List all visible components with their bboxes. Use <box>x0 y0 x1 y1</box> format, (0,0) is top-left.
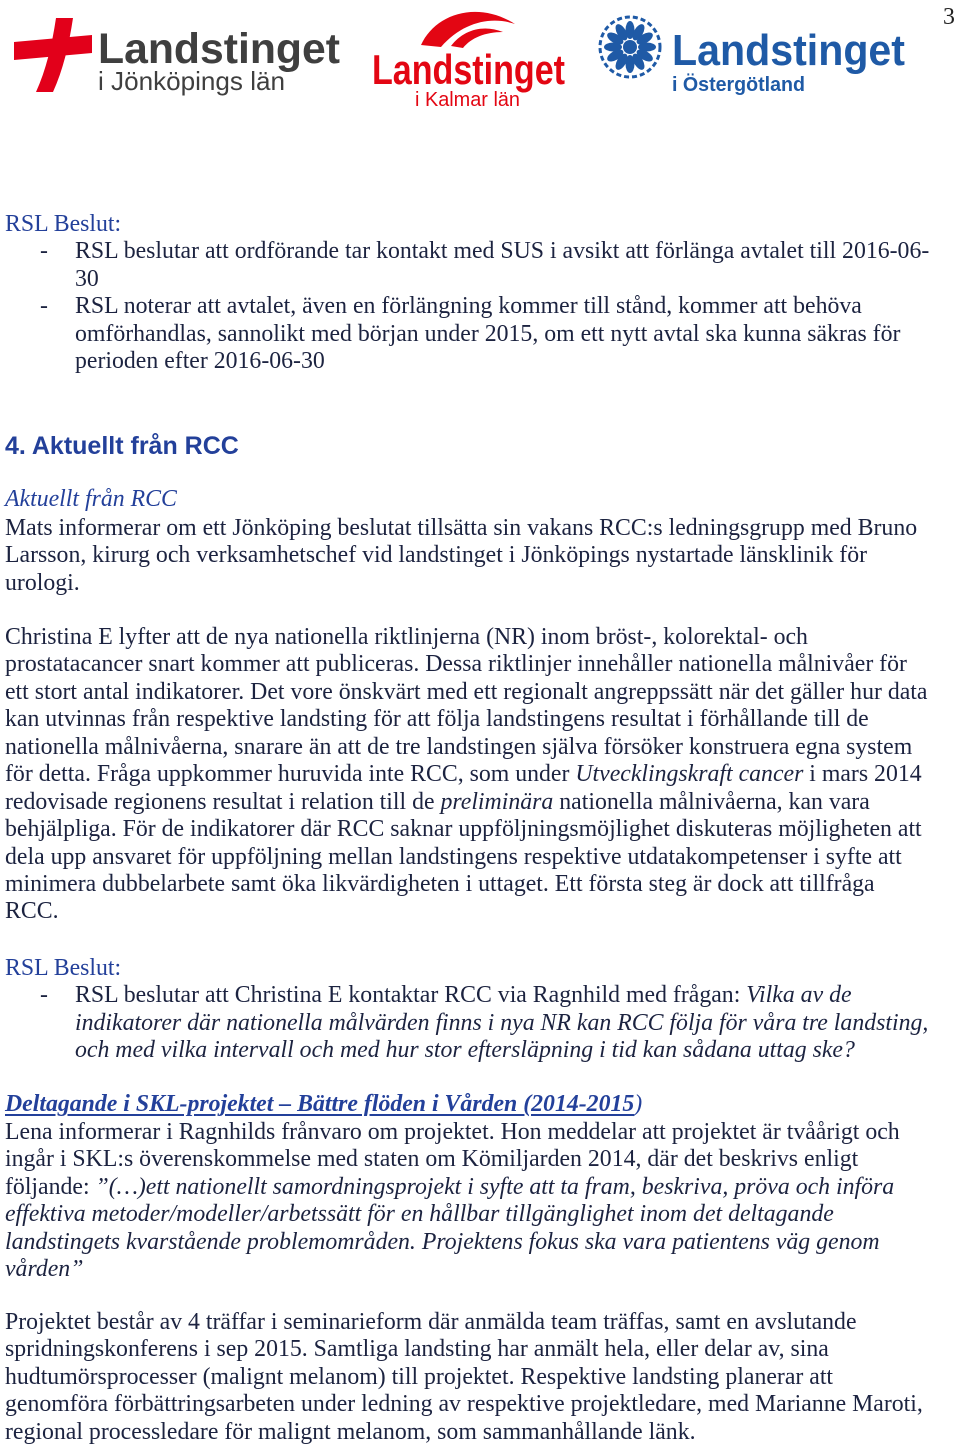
text-segment: följande: <box>5 1173 96 1200</box>
text-segment: nationella målnivåerna, kan vara <box>553 788 870 815</box>
decision-label: RSL Beslut: <box>5 955 122 981</box>
text-line: genomföra förbättringsarbeten under ledning av respektive projektledare, med Marianne Maroti, <box>5 1391 923 1418</box>
italic-text-segment: ”(…)ett nationellt samordningsprojekt i syfte att ta fram, beskriva, pröva och införa <box>95 1173 895 1200</box>
list-bullet: - <box>40 293 48 320</box>
paragraph <box>5 1309 923 1446</box>
page-number: 3 <box>943 4 955 30</box>
text-line: Lena informerar i Ragnhilds frånvaro om projektet. Hon meddelar att projektet är tvåårigt och <box>5 1119 900 1145</box>
logo-landstinget-ostergotland <box>590 0 920 110</box>
text-line: prostatacancer snart kommer att publiceras. Dessa riktlinjer innehåller nationella målnivåer för <box>5 651 907 678</box>
text-line: vården” <box>5 1256 84 1283</box>
italic-text-segment: Vilka av de <box>746 982 852 1009</box>
logo-title: Landstinget <box>98 25 340 73</box>
section-heading: 4. Aktuellt från RCC <box>5 432 239 460</box>
text-line: minimera dubbelarbete samt öka likvärdigheten i uttaget. Ett första steg är dock att tillfråga <box>5 870 875 897</box>
text-line: och med vilka intervall och med hur stor eftersläpning i tid kan sådana uttag ske? <box>75 1037 855 1064</box>
text-line: hudtumörsprocesser (malignt melanom) till projektet. Respektive landsting planerar att <box>5 1363 834 1390</box>
section-heading-text: Deltagande i SKL-projektet – Bättre flöden i Vården (2014-2015 <box>5 1091 635 1117</box>
text-line: nationella målnivåerna, snarare än att de tre landstingen själva försöker konstruera egna system <box>5 733 913 760</box>
subheading-block <box>5 486 177 513</box>
logo-subtitle: i Östergötland <box>672 74 808 96</box>
text-line <box>75 982 928 1009</box>
text-line: regional processledare för malignt melanom, som sammanhållande länk. <box>5 1418 696 1445</box>
text-segment: RSL beslutar att Christina E kontaktar RCC via Ragnhild med frågan: <box>75 982 747 1009</box>
snowflake-emblem-icon <box>600 17 660 77</box>
decision-item <box>5 293 929 375</box>
text-segment: för detta. Fråga uppkommer huruvida inte RCC, som under <box>5 761 576 788</box>
text-line: perioden efter 2016-06-30 <box>75 348 325 375</box>
decision-item <box>5 238 929 293</box>
subheading: Aktuellt från RCC <box>5 486 177 512</box>
decision-item <box>5 982 928 1064</box>
section-heading <box>5 1091 642 1118</box>
decision-block <box>5 211 929 376</box>
text-line: behjälpliga. För de indikatorer där RCC saknar uppföljningsmöjlighet diskuteras möjligheten att <box>5 816 922 843</box>
text-line: Mats informerar om ett Jönköping beslutat tillsätta sin vakans RCC:s ledningsgrupp med Bruno <box>5 515 918 541</box>
list-bullet: - <box>40 238 48 265</box>
section-heading-close: ) <box>634 1091 643 1117</box>
italic-text-segment: Utvecklingskraft cancer <box>575 761 804 788</box>
logo-title: Landstinget <box>672 26 906 75</box>
text-line: RCC. <box>5 898 59 925</box>
decision-label: RSL Beslut: <box>5 211 122 237</box>
text-line <box>5 789 927 816</box>
section-heading-block <box>5 1091 642 1118</box>
logo-subtitle: i Kalmar län <box>415 89 520 111</box>
text-line: landstingets kvarstående problemområden. Projektens fokus ska vara patientens väg genom <box>5 1228 880 1255</box>
paragraph <box>5 515 917 597</box>
red-wave-symbol-icon <box>421 12 515 48</box>
text-line: Larsson, kirurg och verksamhetschef vid landstinget i Jönköpings nystartade länsklinik för <box>5 542 868 569</box>
text-line <box>5 761 927 788</box>
text-line: omförhandlas, sannolikt med början under 2015, om ett nytt avtal ska kunna säkras för <box>75 320 901 347</box>
paragraph <box>5 1119 900 1284</box>
red-cross-symbol-icon <box>14 18 92 92</box>
text-segment: redovisade regionens resultat i relation till de <box>5 788 441 815</box>
text-line: spridningskonferens i sep 2015. Samtliga landsting har anmält hela, eller delar av, sina <box>5 1336 829 1363</box>
text-line: RSL noterar att avtalet, även en förlängning kommer till stånd, kommer att behöva <box>75 293 862 320</box>
text-line: dela upp ansvaret för uppföljning mellan landstingens respektive utdatakompetenser i syfte att <box>5 843 902 870</box>
text-line: ett stort antal indikatorer. Det vore önskvärt med ett regionalt angreppssätt när det gäller hur data <box>5 678 928 705</box>
text-line: indikatorer där nationella målvärden finns i nya NR kan RCC följa för våra tre landsting, <box>75 1009 929 1036</box>
logo-landstinget-jonkoping <box>0 0 350 110</box>
italic-text-segment: preliminära <box>440 788 554 815</box>
text-line: effektiva metoder/modeller/arbetssätt för en hållbar tillgänglighet inom det deltagande <box>5 1201 834 1228</box>
decision-block <box>5 955 928 1065</box>
text-line: RSL beslutar att ordförande tar kontakt med SUS i avsikt att förlänga avtalet till 2016-06- <box>75 238 930 265</box>
logo-subtitle: i Jönköpings län <box>98 66 285 96</box>
text-line: Projektet består av 4 träffar i seminarieform där anmälda team träffas, samt en avslutande <box>5 1309 857 1335</box>
text-segment: i mars 2014 <box>803 761 922 788</box>
logo-landstinget-kalmar <box>365 0 575 115</box>
list-bullet: - <box>40 982 48 1009</box>
text-line: Christina E lyfter att de nya nationella riktlinjerna (NR) inom bröst-, kolorektal- och <box>5 624 808 650</box>
paragraph <box>5 624 927 926</box>
text-line: ingår i SKL:s överenskommelse med staten om Kömiljarden 2014, där det beskrivs enligt <box>5 1146 859 1173</box>
text-line: kan utvinnas från respektive landsting för att följa landstingens resultat i förhållande till de <box>5 706 869 733</box>
text-line: 30 <box>75 265 99 292</box>
logo-title: Landstinget <box>372 46 566 93</box>
text-line <box>5 1174 900 1201</box>
text-line: urologi. <box>5 569 80 596</box>
